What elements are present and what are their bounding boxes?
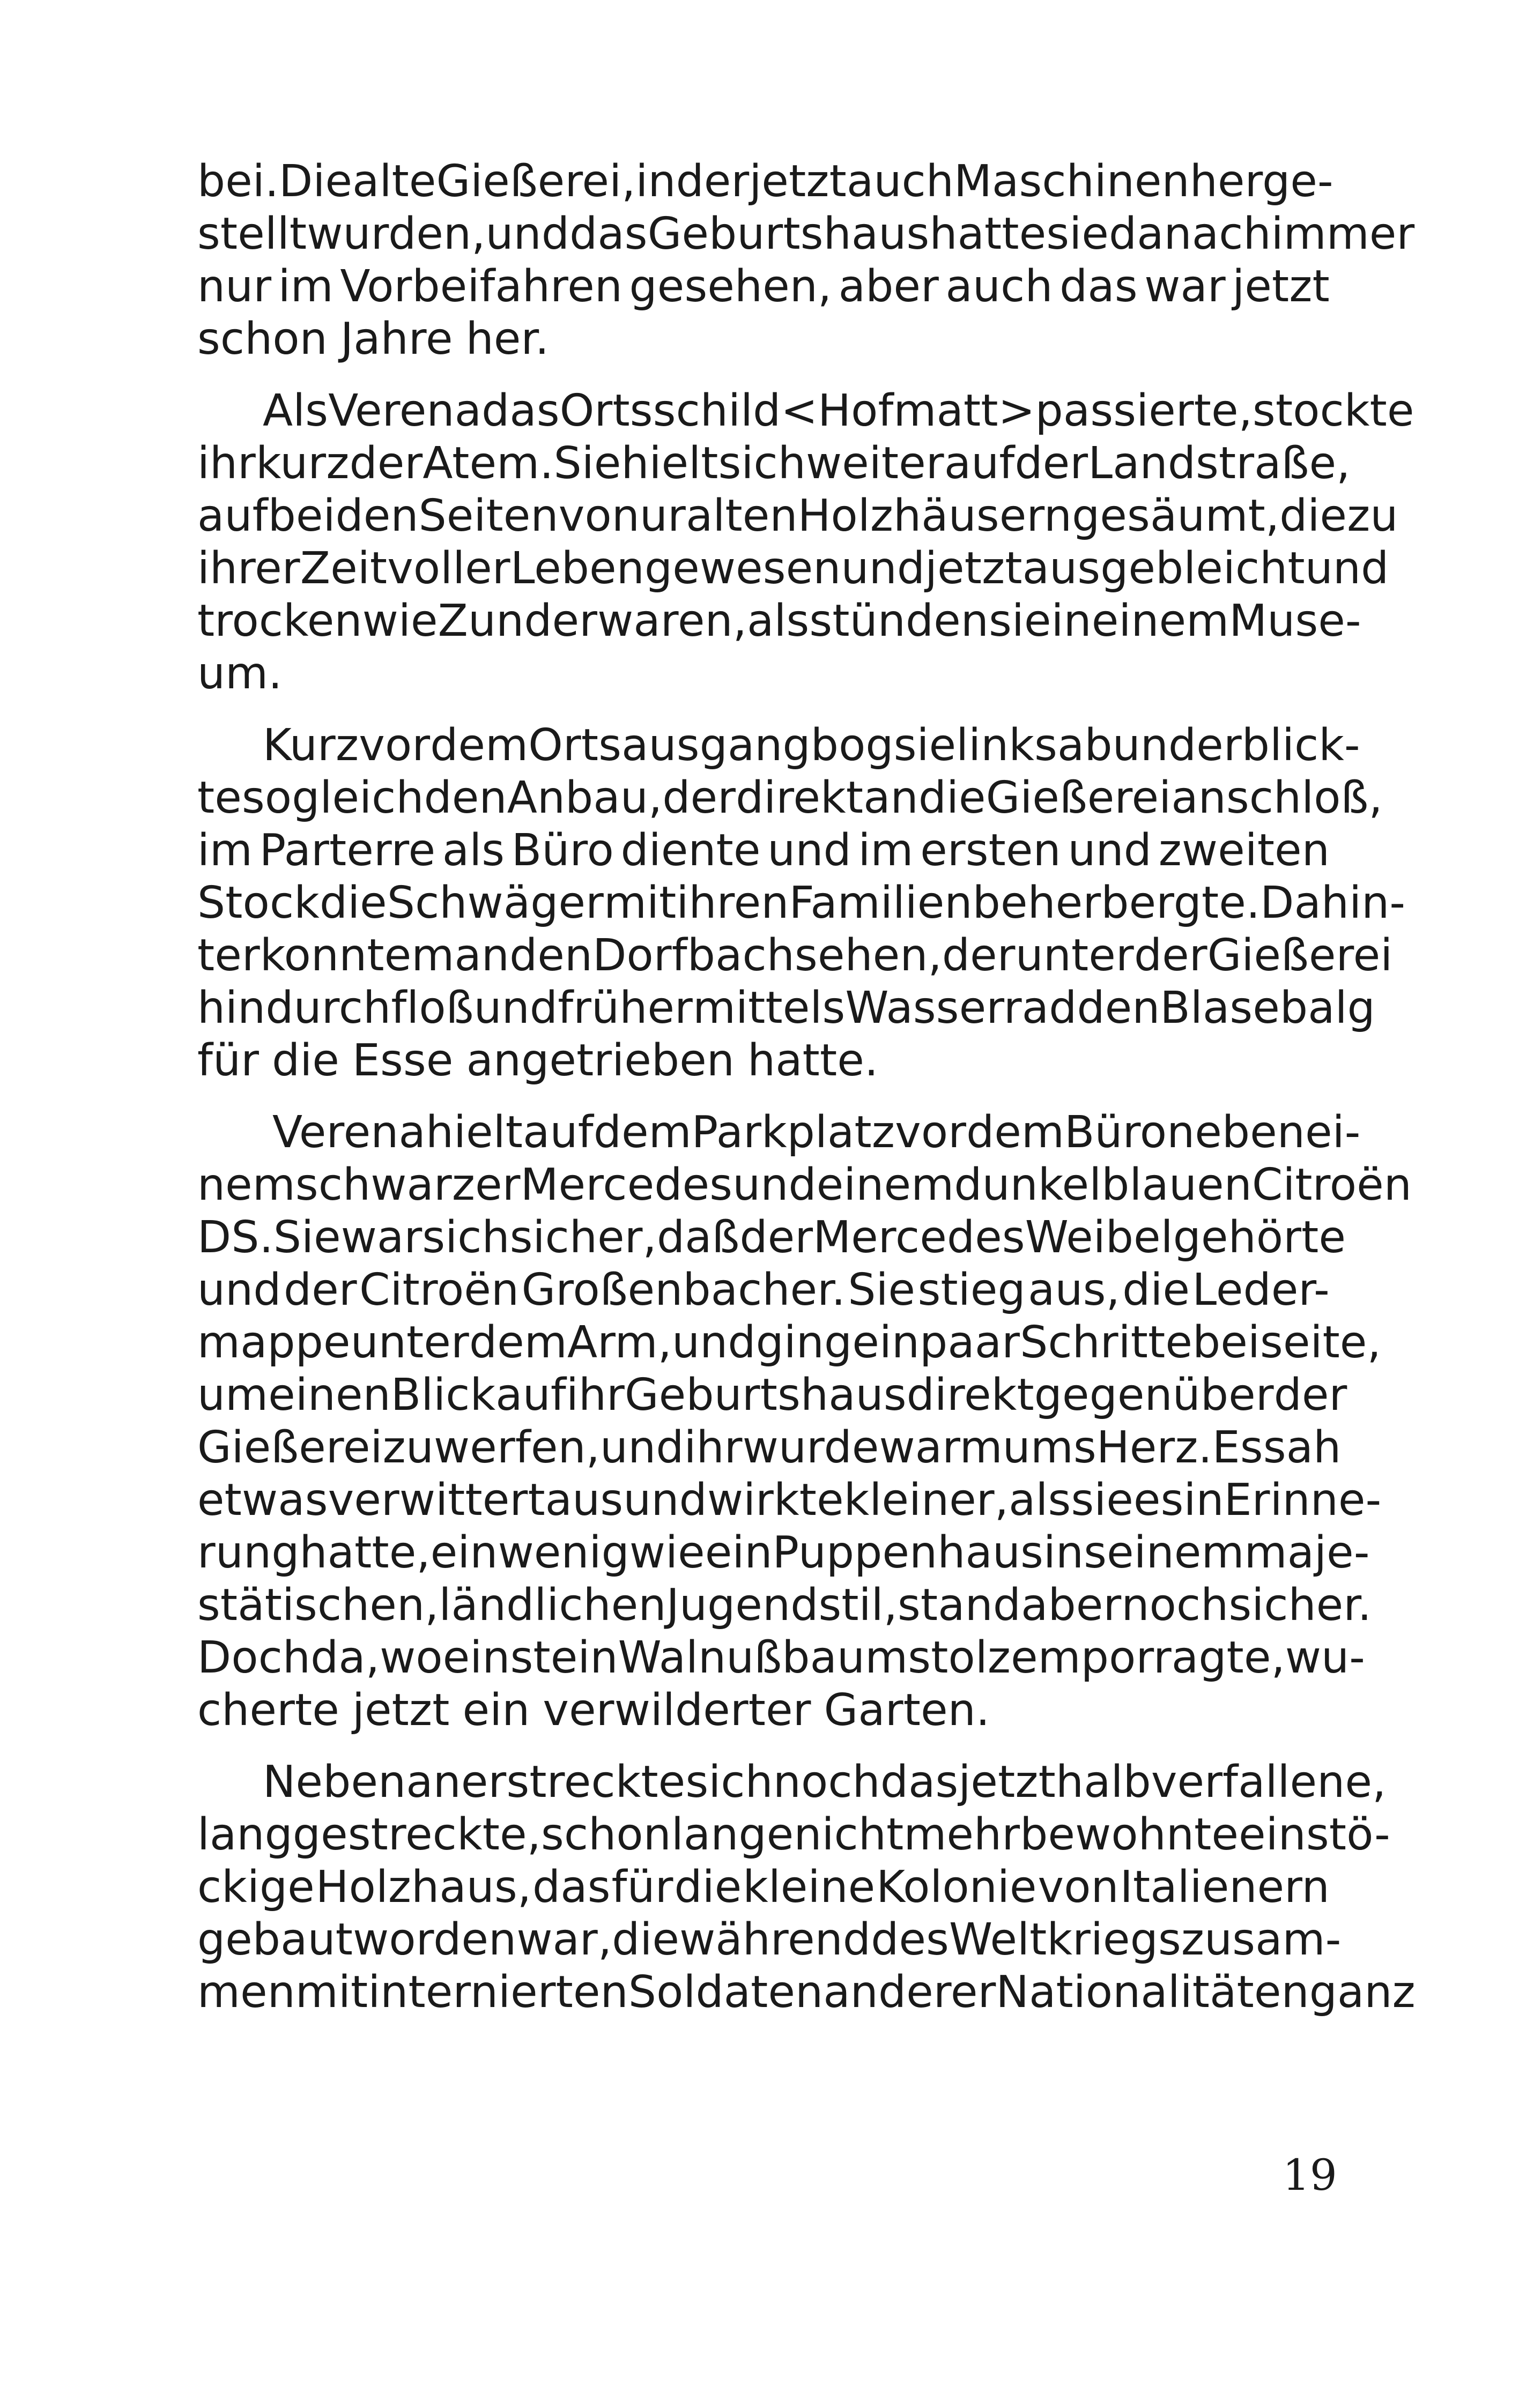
text-line: langgestreckte, schon lange nicht mehr bewohnte einstö- [197, 1809, 1390, 1860]
text-line: Kurz vor dem Ortsausgang bog sie links ab und erblick- [263, 720, 1360, 771]
text-line: für die Esse angetrieben hatte. [197, 1035, 879, 1086]
body-text [197, 155, 1416, 2038]
text-line: trocken wie Zunder waren, als stünden sie in einem Muse- [197, 596, 1361, 646]
text-line: cherte jetzt ein verwilderter Garten. [197, 1685, 990, 1736]
text-line: auf beiden Seiten von uralten Holzhäusern gesäumt, die zu [197, 490, 1398, 541]
text-line: Gießerei zu werfen, und ihr wurde warm ums Herz. Es sah [197, 1422, 1342, 1473]
text-line: Doch da, wo einst ein Walnußbaum stolz emporragte, wu- [197, 1632, 1366, 1683]
text-line: Stock die Schwäger mit ihren Familien beherbergte. Dahin- [197, 878, 1406, 928]
text-line: hindurch floß und früher mittels Wasserrad den Blasebalg [197, 983, 1375, 1034]
text-line: stätischen, ländlichen Jugendstil, stand aber noch sicher. [197, 1580, 1372, 1631]
text-line: etwas verwittert aus und wirkte kleiner, als sie es in Erinne- [197, 1475, 1382, 1526]
text-line: im Parterre als Büro diente und im ersten und zweiten [197, 825, 1330, 876]
text-line: um einen Blick auf ihr Geburtshaus direkt gegenüber der [197, 1370, 1347, 1421]
page-number: 19 [1283, 2150, 1337, 2200]
text-line: ckige Holzhaus, das für die kleine Kolonie von Italienern [197, 1862, 1330, 1913]
text-line: nem schwarzer Mercedes und einem dunkelblauen Citroën [197, 1160, 1412, 1210]
text-line: ter konnte man den Dorfbach sehen, der unter der Gießerei [197, 930, 1393, 981]
text-line: schon Jahre her. [197, 314, 550, 365]
text-line: ihrer Zeit voller Leben gewesen und jetzt ausgebleicht und [197, 543, 1389, 594]
paragraph [197, 1106, 1412, 1737]
paragraph [197, 155, 1415, 366]
text-line: stellt wurden, und das Geburtshaus hatte sie danach immer [197, 209, 1415, 259]
text-line: mappe unter dem Arm, und ging ein paar Schritte beiseite, [197, 1317, 1381, 1368]
text-line: rung hatte, ein wenig wie ein Puppenhaus in seinem maje- [197, 1527, 1370, 1578]
text-line: ihr kurz der Atem. Sie hielt sich weiter auf der Landstraße, [197, 438, 1351, 489]
paragraph [197, 385, 1414, 700]
text-line: bei. Die alte Gießerei, in der jetzt auch Maschinen herge- [197, 156, 1333, 207]
text-line: um. [197, 648, 283, 699]
text-line: Verena hielt auf dem Parkplatz vor dem Büro neben ei- [272, 1107, 1361, 1158]
text-line: men mit internierten Soldaten anderer Nationalitäten ganz [197, 1967, 1416, 2018]
text-line: Nebenan erstreckte sich noch das jetzt halb verfallene, [263, 1757, 1387, 1808]
paragraph [197, 719, 1406, 1087]
paragraph [197, 1756, 1416, 2019]
text-line: und der Citroën Großenbacher. Sie stieg aus, die Leder- [197, 1265, 1330, 1316]
text-line: te sogleich den Anbau, der direkt an die Gießerei anschloß, [197, 772, 1383, 823]
text-line: gebaut worden war, die während des Weltkriegs zusam- [197, 1914, 1342, 1965]
text-line: Als Verena das Ortsschild <Hofmatt> passierte, stockte [263, 385, 1414, 436]
text-line: DS. Sie war sich sicher, daß der Mercedes Weibel gehörte [197, 1212, 1346, 1263]
text-line: nur im Vorbeifahren gesehen, aber auch das war jetzt [197, 261, 1330, 312]
